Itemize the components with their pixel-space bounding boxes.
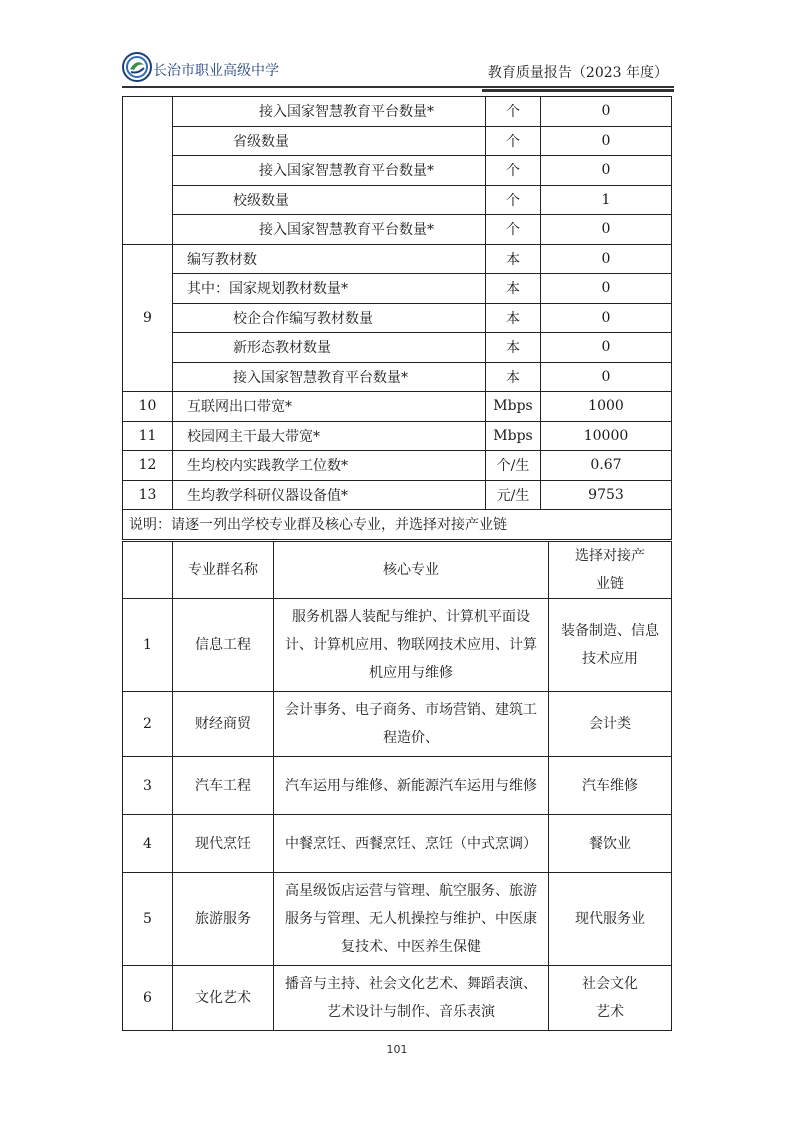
row-label: 生均教学科研仪器设备值* [173,480,486,510]
row-unit: 本 [486,333,541,363]
table-row [123,156,672,186]
row-unit: 个 [486,185,541,215]
core-majors: 汽车运用与维修、新能源汽车运用与维修 [274,757,549,815]
industry-chain: 装备制造、信息技术应用 [549,599,672,692]
table-row [123,451,672,481]
majors-table [122,541,672,1031]
table-row [123,185,672,215]
school-logo-icon [122,52,152,82]
row-unit: 个 [486,97,541,127]
row-number: 2 [123,692,173,757]
row-unit: 个 [486,156,541,186]
table-note: 说明：请逐一列出学校专业群及核心专业，并选择对接产业链 [123,510,672,540]
table-row [123,421,672,451]
row-unit: Mbps [486,392,541,422]
row-value: 9753 [541,480,672,510]
table-row [123,362,672,392]
row-unit: 本 [486,303,541,333]
row-unit: 本 [486,362,541,392]
merged-number-cell [123,97,173,245]
table-row [123,126,672,156]
page-header [122,52,672,88]
row-label: 校级数量 [173,185,486,215]
row-value: 0.67 [541,451,672,481]
header-name: 专业群名称 [173,542,274,599]
group-name: 汽车工程 [173,757,274,815]
row-label: 接入国家智慧教育平台数量* [173,215,486,245]
row-number: 6 [123,966,173,1031]
row-value: 0 [541,274,672,304]
row-value: 1 [541,185,672,215]
row-number: 13 [123,480,173,510]
row-label: 新形态教材数量 [173,333,486,363]
row-number: 9 [123,244,173,392]
row-number: 4 [123,815,173,873]
row-value: 0 [541,303,672,333]
row-label: 其中：国家规划教材数量* [173,274,486,304]
row-label: 校园网主干最大带宽* [173,421,486,451]
row-value: 10000 [541,421,672,451]
header-rule-accent [482,89,674,92]
table-row [123,510,672,540]
group-name: 信息工程 [173,599,274,692]
table-row [123,815,672,873]
table-row [123,757,672,815]
group-name: 现代烹饪 [173,815,274,873]
table-row [123,97,672,127]
group-name: 文化艺术 [173,966,274,1031]
row-value: 0 [541,97,672,127]
row-number: 11 [123,421,173,451]
table-row [123,692,672,757]
row-unit: 个 [486,215,541,245]
core-majors: 高星级饭店运营与管理、航空服务、旅游服务与管理、无人机操控与维护、中医康复技术、中医养生保健 [274,873,549,966]
row-label: 接入国家智慧教育平台数量* [173,156,486,186]
table-row [123,303,672,333]
row-value: 0 [541,156,672,186]
row-number: 10 [123,392,173,422]
row-number: 12 [123,451,173,481]
industry-chain: 社会文化艺术 [549,966,672,1031]
core-majors: 中餐烹饪、西餐烹饪、烹饪（中式烹调） [274,815,549,873]
row-label: 接入国家智慧教育平台数量* [173,97,486,127]
row-unit: 本 [486,244,541,274]
group-name: 财经商贸 [173,692,274,757]
row-unit: 元/生 [486,480,541,510]
industry-chain: 餐饮业 [549,815,672,873]
school-name: 长治市职业高级中学 [153,63,279,79]
row-unit: 个/生 [486,451,541,481]
table-row [123,392,672,422]
row-value: 0 [541,215,672,245]
table-row [123,599,672,692]
core-majors: 播音与主持、社会文化艺术、舞蹈表演、艺术设计与制作、音乐表演 [274,966,549,1031]
row-label: 生均校内实践教学工位数* [173,451,486,481]
row-unit: 本 [486,274,541,304]
table-row [123,274,672,304]
header-chain: 选择对接产业链 [549,542,672,599]
industry-chain: 汽车维修 [549,757,672,815]
table-header-row [123,542,672,599]
row-label: 校企合作编写教材数量 [173,303,486,333]
row-unit: Mbps [486,421,541,451]
report-title: 教育质量报告（2023 年度） [487,65,668,81]
row-value: 0 [541,126,672,156]
industry-chain: 现代服务业 [549,873,672,966]
row-value: 0 [541,362,672,392]
row-number: 5 [123,873,173,966]
page-number: 101 [386,1043,408,1056]
stats-table [122,96,672,540]
header-core: 核心专业 [274,542,549,599]
core-majors: 会计事务、电子商务、市场营销、建筑工程造价、 [274,692,549,757]
header-rule [122,86,674,88]
row-label: 编写教材数 [173,244,486,274]
row-number: 1 [123,599,173,692]
row-value: 0 [541,244,672,274]
header-number [123,542,173,599]
row-label: 接入国家智慧教育平台数量* [173,362,486,392]
industry-chain: 会计类 [549,692,672,757]
table-row [123,480,672,510]
row-number: 3 [123,757,173,815]
table-row [123,333,672,363]
row-label: 互联网出口带宽* [173,392,486,422]
table-row [123,244,672,274]
core-majors: 服务机器人装配与维护、计算机平面设计、计算机应用、物联网技术应用、计算机应用与维修 [274,599,549,692]
row-unit: 个 [486,126,541,156]
row-label: 省级数量 [173,126,486,156]
table-row [123,873,672,966]
row-value: 0 [541,333,672,363]
table-row [123,215,672,245]
table-row [123,966,672,1031]
row-value: 1000 [541,392,672,422]
group-name: 旅游服务 [173,873,274,966]
